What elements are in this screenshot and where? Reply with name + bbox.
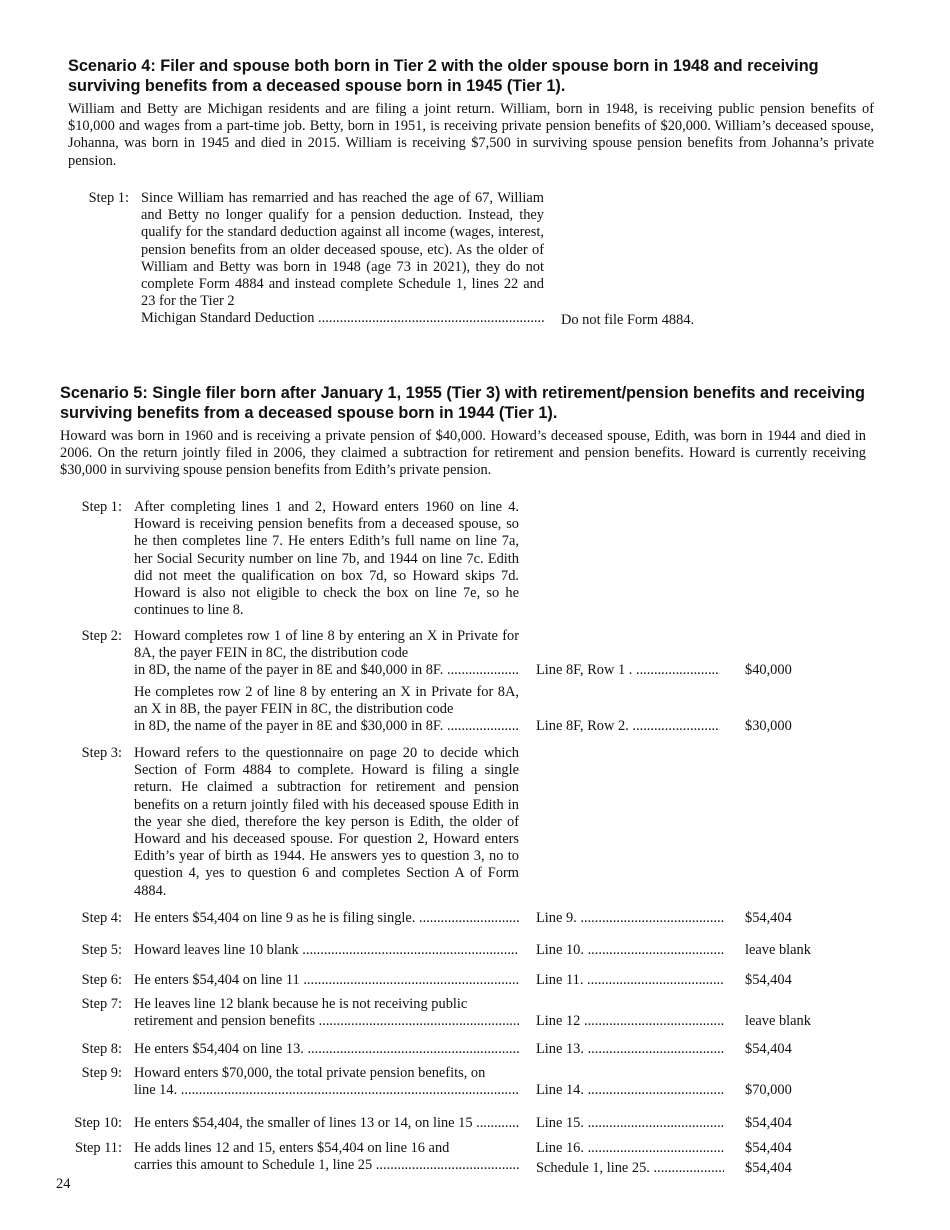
step-leader-line: in 8D, the name of the payer in 8E and $30,000 in 8F. ..... <box>134 718 519 735</box>
step-leader-line: in 8D, the name of the payer in 8E and $40,000 in 8F. ..... <box>134 662 519 679</box>
step-body: Since William has remarried and has reached the age of 67, William and Betty no longer qualify for a pension deduction. Instead, they qualify for the standard deduction against all income (wages, interest, pension benefits from an older deceased spouse, etc). As the older of William and Betty was born in 1948 (age 73 in 2021), they do not complete Form 4884 and instead complete Schedule 1, lines 22 and 23 for the Tier 2 <box>141 190 544 310</box>
step-text <box>134 972 519 989</box>
step-body: Howard enters $70,000, the total private pension benefits, on <box>134 1065 486 1081</box>
line-amount: $54,404 <box>745 972 792 988</box>
line-amount: $54,404 <box>745 1115 792 1131</box>
schedule-amount: $54,404 <box>745 1160 792 1176</box>
step-text <box>134 910 519 927</box>
line-amount: $54,404 <box>745 1041 792 1057</box>
line-amount: $54,404 <box>745 910 792 926</box>
line-amount: leave blank <box>745 1013 811 1029</box>
step-label: Step 2: <box>81 628 122 644</box>
step-leader-line: carries this amount to Schedule 1, line 25 ..... <box>134 1157 519 1174</box>
line-ref: Line 12 ..... <box>536 1013 724 1030</box>
line-ref: Line 8F, Row 2. ..... <box>536 718 720 735</box>
step-label: Step 6: <box>81 972 122 988</box>
line-amount: $40,000 <box>745 662 792 678</box>
line-amount: $30,000 <box>745 718 792 734</box>
step-text: Howard refers to the questionnaire on page 20 to decide which Section of Form 4884 to complete. Howard is filing a single return. He claimed a subtraction for retirement and pension benefits on a return jointly filed with his deceased spouse Edith in the year she died, therefore the key person is Edith, the older of Howard and his deceased spouse. For question 2, Howard enters Edith’s year of birth as 1944. He answers yes to question 3, no to question 4, yes to question 6 and completes Section A of Form 4884. <box>134 745 519 899</box>
line-amount: $54,404 <box>745 1140 792 1156</box>
step-body: He leaves line 12 blank because he is not receiving public <box>134 996 468 1012</box>
line-ref: Line 11. ..... <box>536 972 724 989</box>
step-body: Howard completes row 1 of line 8 by entering an X in Private for 8A, the payer FEIN in 8C, the distribution code <box>134 628 519 662</box>
step-leader-line: line 14. ..... <box>134 1082 519 1099</box>
scenario-4-intro: William and Betty are Michigan residents and are filing a joint return. William, born in 1948, is receiving public pension benefits of $10,000 and wages from a part-time job. Betty, born in 1951, is receiving private pension benefits of $20,000. William’s deceased spouse, Johanna, was born in 1945 and died in 2015. William is receiving $7,500 in surviving spouse pension benefits from Johanna’s private pension. <box>68 101 874 169</box>
step-text: After completing lines 1 and 2, Howard enters 1960 on line 4. Howard is receiving pension benefits from a deceased spouse, so he then completes line 7. He enters Edith’s full name on line 7a, her Social Security number on line 7b, and 1944 on line 7c. Edith did not meet the qualification on box 7d, so Howard skips 7d. Howard is also not eligible to check the box on line 7e, so he continues to line 8. <box>134 499 519 619</box>
step-leader-line: He enters $54,404, the smaller of lines 13 or 14, on line 15 ..... <box>134 1115 519 1132</box>
step-text <box>134 1140 519 1174</box>
step-text <box>134 1065 519 1099</box>
step-leader-line: retirement and pension benefits ..... <box>134 1013 519 1030</box>
step-leader-line: Michigan Standard Deduction ..... <box>141 310 544 327</box>
line-ref: Line 9. ..... <box>536 910 724 927</box>
step-label: Step 9: <box>81 1065 122 1081</box>
step-label: Step 5: <box>81 942 122 958</box>
step-label: Step 10: <box>74 1115 122 1131</box>
line-ref: Line 16. ..... <box>536 1140 724 1157</box>
scenario-5-title: Scenario 5: Single filer born after January 1, 1955 (Tier 3) with retirement/pension benefits and receiving surviving benefits from a deceased spouse born in 1944 (Tier 1). <box>60 384 865 422</box>
step-leader-line: He enters $54,404 on line 9 as he is filing single. ..... <box>134 910 519 927</box>
step-leader-line: He enters $54,404 on line 11 ..... <box>134 972 519 989</box>
line-ref: Line 8F, Row 1 . ..... <box>536 662 720 679</box>
scenario-4-title: Scenario 4: Filer and spouse both born in Tier 2 with the older spouse born in 1948 and receiving surviving benefits from a deceased spouse born in 1945 (Tier 1). <box>68 57 819 95</box>
line-ref: Line 15. ..... <box>536 1115 724 1132</box>
step-text <box>134 628 519 680</box>
line-amount: $70,000 <box>745 1082 792 1098</box>
step-label: Step 8: <box>81 1041 122 1057</box>
line-amount: leave blank <box>745 942 811 958</box>
step-label: Step 11: <box>74 1140 122 1156</box>
step-text <box>134 996 519 1030</box>
step-body: He adds lines 12 and 15, enters $54,404 on line 16 and <box>134 1140 450 1156</box>
step-label: Step 1: <box>81 499 122 515</box>
schedule-ref: Schedule 1, line 25. ..... <box>536 1160 724 1177</box>
step-result: Do not file Form 4884. <box>561 312 695 328</box>
step-text <box>134 1115 519 1132</box>
step-leader-line: He enters $54,404 on line 13. ..... <box>134 1041 519 1058</box>
step-label: Step 3: <box>81 745 122 761</box>
step-label: Step 7: <box>81 996 122 1012</box>
step-text <box>134 1041 519 1058</box>
line-ref: Line 13. ..... <box>536 1041 724 1058</box>
page-number: 24 <box>56 1176 71 1192</box>
step-text <box>134 684 519 736</box>
line-ref: Line 10. ..... <box>536 942 724 959</box>
step-text <box>134 942 519 959</box>
step-label: Step 4: <box>81 910 122 926</box>
step-leader-line: Howard leaves line 10 blank ..... <box>134 942 519 959</box>
step-text <box>141 190 544 328</box>
line-ref: Line 14. ..... <box>536 1082 724 1099</box>
step-body: He completes row 2 of line 8 by entering an X in Private for 8A, an X in 8B, the payer FEIN in 8C, the distribution code <box>134 684 519 718</box>
scenario-5-intro: Howard was born in 1960 and is receiving a private pension of $40,000. Howard’s deceased spouse, Edith, was born in 1944 and died in 2006. On the return jointly filed in 2006, they claimed a subtraction for retirement and pension benefits. Howard is currently receiving $30,000 in surviving spouse pension benefits from Edith’s private pension. <box>60 428 866 479</box>
step-label: Step 1: <box>88 190 129 206</box>
